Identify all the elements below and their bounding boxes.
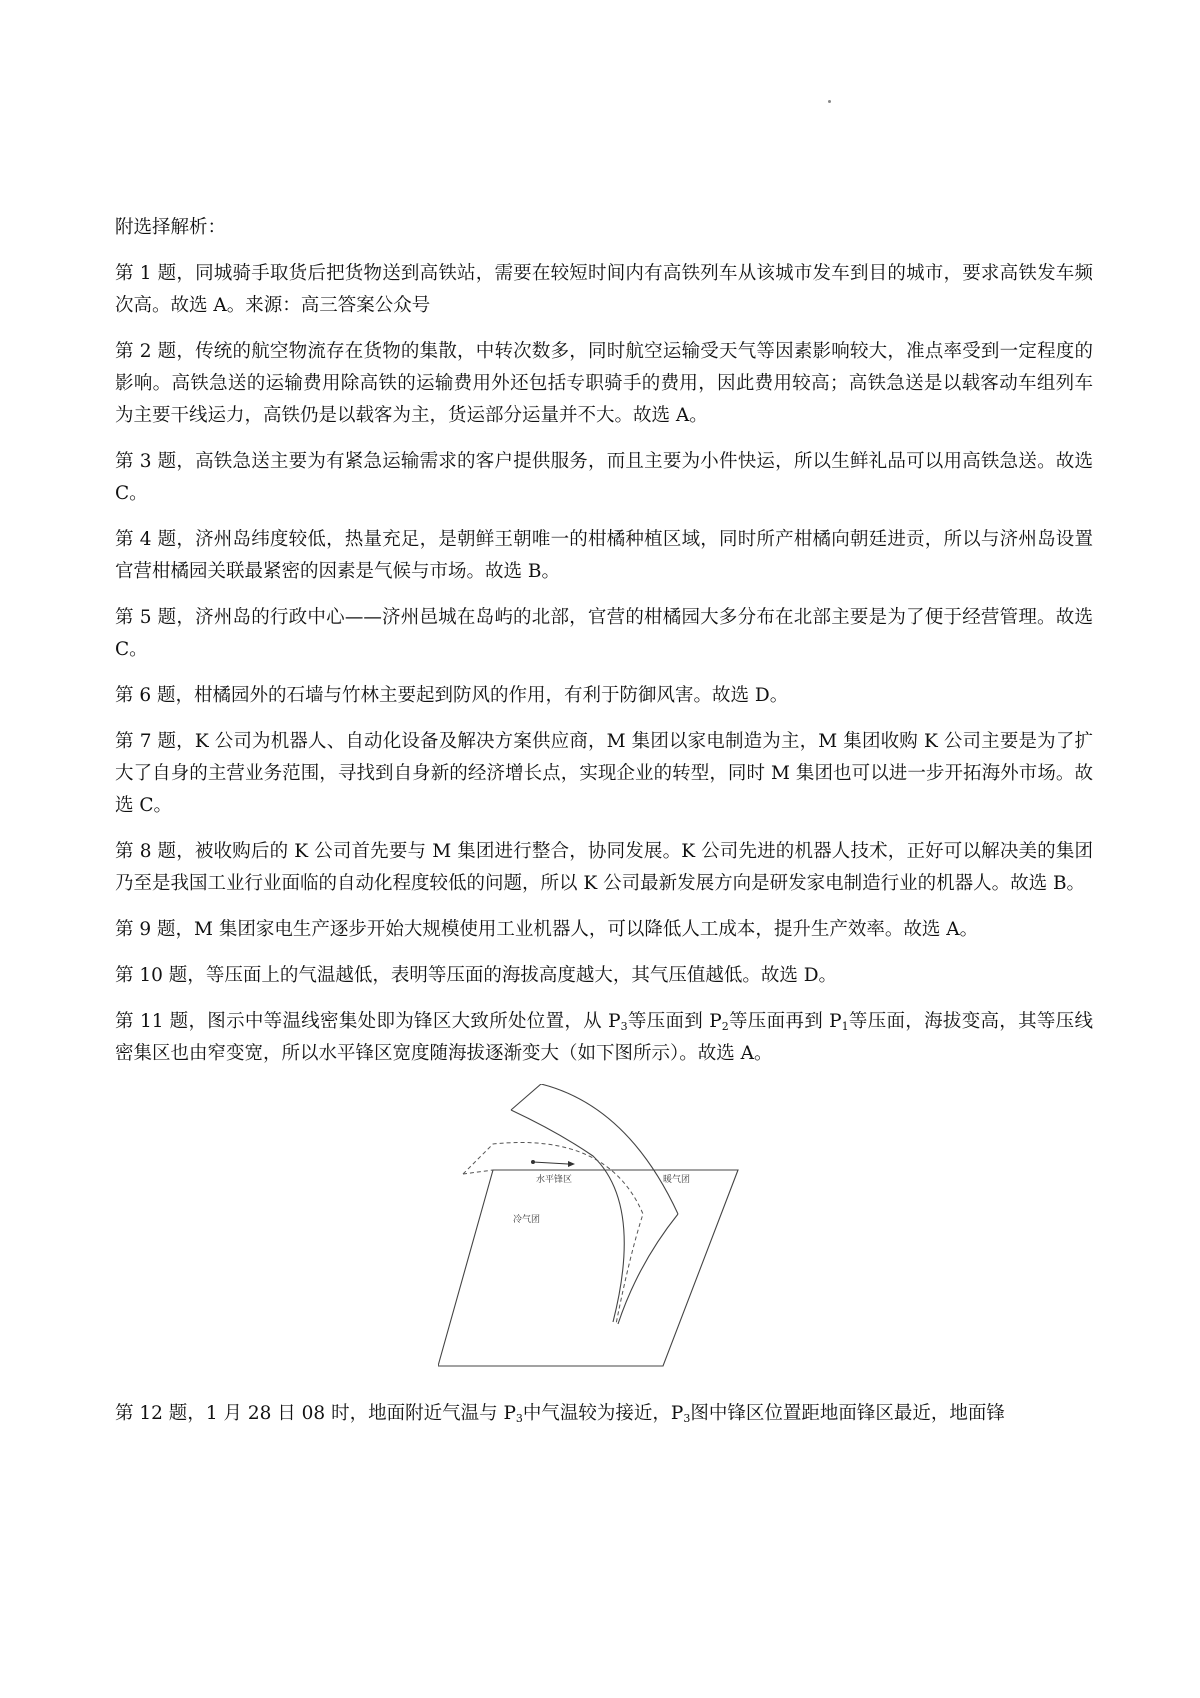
answer-text: M 集团家电生产逐步开始大规模使用工业机器人，可以降低人工成本，提升生产效率。故选 A。 — [194, 919, 979, 940]
answer-paragraph-12 — [115, 1398, 1093, 1430]
answer-text: 同城骑手取货后把货物送到高铁站，需要在较短时间内有高铁列车从该城市发车到目的城市，要求高铁发车频次高。故选 A。来源：高三答案公众号 — [115, 263, 1093, 316]
answer-label: 第 12 题， — [115, 1403, 206, 1424]
answer-label: 第 9 题， — [115, 919, 195, 940]
answer-paragraph-2 — [115, 336, 1093, 432]
answer-text: 济州岛的行政中心——济州邑城在岛屿的北部，官营的柑橘园大多分布在北部主要是为了便于经营管理。故选 C。 — [115, 607, 1093, 660]
frontal-surface-right-edge — [618, 1214, 678, 1324]
answer-paragraph-8 — [115, 836, 1093, 900]
page-dot-mark — [828, 100, 831, 103]
label-warm-air-mass: 暖气团 — [663, 1175, 691, 1185]
answer-text: 1 月 28 日 08 时，地面附近气温与 $P_3$中气温较为接近，$P_3$图中锋区位置距地面锋区最近，地面锋 — [205, 1403, 1005, 1425]
answer-paragraph-5 — [115, 602, 1093, 666]
answer-paragraph-7 — [115, 726, 1093, 822]
answer-text: 被收购后的 K 公司首先要与 M 集团进行整合，协同发展。K 公司先进的机器人技术，正好可以解决美的集团乃至是我国工业行业面临的自动化程度较低的问题，所以 K 公司最新发展方向是研发家电制造行业的机器人。故选 B。 — [115, 841, 1093, 894]
answer-paragraph-11 — [115, 1006, 1093, 1070]
answer-text: 高铁急送主要为有紧急运输需求的客户提供服务，而且主要为小件快运，所以生鲜礼品可以用高铁急送。故选 C。 — [115, 451, 1093, 504]
answer-list — [115, 258, 1093, 992]
answer-text: 等压面上的气温越低，表明等压面的海拔高度越大，其气压值越低。故选 D。 — [205, 965, 838, 986]
answer-paragraph-6 — [115, 680, 1093, 712]
frontal-surface-hidden-base — [463, 1170, 493, 1174]
answer-label: 第 10 题， — [115, 965, 206, 986]
label-cold-air-mass: 冷气团 — [513, 1215, 541, 1225]
front-arrow — [533, 1162, 568, 1164]
answer-label: 第 6 题， — [115, 685, 195, 706]
ground-plane — [438, 1170, 738, 1366]
answer-paragraph-3 — [115, 446, 1093, 510]
front-diagram-svg — [438, 1084, 758, 1374]
answer-label: 第 2 题， — [115, 341, 196, 362]
answer-text: 图示中等温线密集处即为锋区大致所处位置，从 $P_3$等压面到 $P_2$等压面再到 $P_1$等压面，海拔变高，其等压线密集区也由窄变宽，所以水平锋区宽度随海拔逐渐变大（如下图所示）。故选 A。 — [115, 1011, 1093, 1064]
answer-paragraph-4 — [115, 524, 1093, 588]
answer-label: 第 4 题， — [115, 529, 196, 550]
answer-paragraph-1 — [115, 258, 1093, 322]
answer-label: 第 1 题， — [115, 263, 196, 284]
answer-label: 第 5 题， — [115, 607, 196, 628]
answer-label: 第 7 题， — [115, 731, 195, 752]
front-arrow-head — [568, 1161, 575, 1167]
answer-text: 济州岛纬度较低，热量充足，是朝鲜王朝唯一的柑橘种植区域，同时所产柑橘向朝廷进贡，所以与济州岛设置官营柑橘园关联最紧密的因素是气候与市场。故选 B。 — [115, 529, 1093, 582]
document-body — [115, 212, 1093, 1444]
answer-paragraph-10 — [115, 960, 1093, 992]
answer-paragraph-9 — [115, 914, 1093, 946]
front-diagram — [115, 1084, 1093, 1384]
frontal-surface-upper-edge — [511, 1084, 678, 1214]
label-horizontal-front: 水平锋区 — [536, 1175, 573, 1185]
answer-text: K 公司为机器人、自动化设备及解决方案供应商，M 集团以家电制造为主，M 集团收购 K 公司主要是为了扩大了自身的主营业务范围，寻找到自身新的经济增长点，实现企业的转型，同时 M 集团也可以进一步开拓海外市场。故选 C。 — [115, 731, 1093, 816]
answer-label: 第 3 题， — [115, 451, 196, 472]
section-heading: 附选择解析： — [115, 217, 227, 238]
answer-text: 柑橘园外的石墙与竹林主要起到防风的作用，有利于防御风害。故选 D。 — [194, 685, 789, 706]
answer-text: 传统的航空物流存在货物的集散，中转次数多，同时航空运输受天气等因素影响较大，准点率受到一定程度的影响。高铁急送的运输费用除高铁的运输费用外还包括专职骑手的费用，因此费用较高；高铁急送是以载客动车组列车为主要干线运力，高铁仍是以载客为主，货运部分运量并不大。故选 A。 — [115, 341, 1093, 426]
answer-label: 第 8 题， — [115, 841, 195, 862]
front-arrow-origin-dot — [531, 1160, 535, 1164]
answer-label: 第 11 题， — [115, 1011, 208, 1032]
